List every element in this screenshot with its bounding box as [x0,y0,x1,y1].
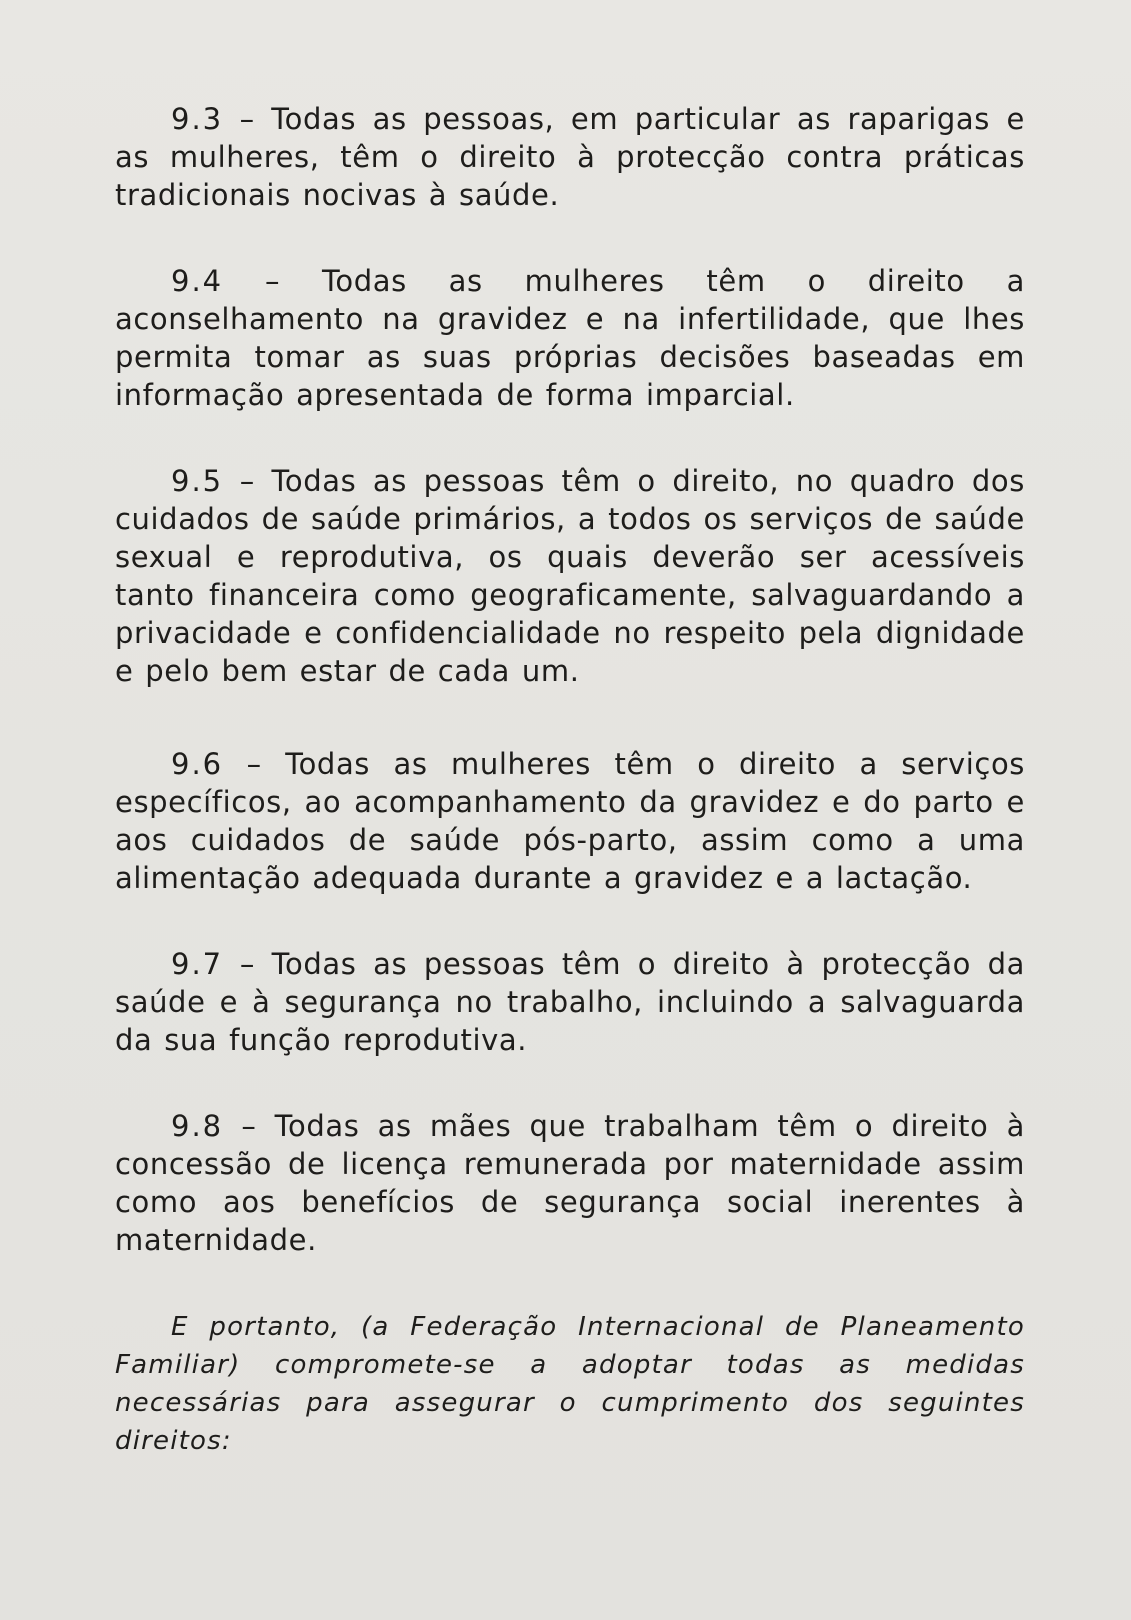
clause-text: Todas as mães que trabalham têm o direito à concessão de licença remunerada por maternidade assim como aos benefícios de segurança social inerentes à maternidade. [115,1109,1025,1257]
clause-9-6 [115,745,1025,897]
closing-text: E portanto, (a Federação Internacional de Planeamento Familiar) compromete-se a adoptar todas as medidas necessárias para assegurar o cumprimento dos seguintes direitos: [115,1312,1025,1456]
clause-text: Todas as mulheres têm o direito a aconselhamento na gravidez e na infertilidade, que lhes permita tomar as suas próprias decisões baseadas em informação apresentada de forma imparcial. [115,264,1025,412]
clause-text: Todas as pessoas, em particular as raparigas e as mulheres, têm o direito à protecção contra práticas tradicionais nocivas à saúde. [115,102,1025,212]
clause-number: 9.6 [171,747,224,781]
clause-separator: – [241,1109,257,1143]
clause-text: Todas as mulheres têm o direito a serviços específicos, ao acompanhamento da gravidez e do parto e aos cuidados de saúde pós-parto, assim como a uma alimentação adequada durante a gravidez e a lactação. [115,747,1025,895]
clause-9-5 [115,462,1025,690]
clause-9-8 [115,1107,1025,1259]
clause-number: 9.4 [171,264,224,298]
clause-separator: – [239,102,255,136]
clause-separator: – [246,747,262,781]
clause-separator: – [265,264,281,298]
clause-text: Todas as pessoas têm o direito, no quadro dos cuidados de saúde primários, a todos os serviços de saúde sexual e reprodutiva, os quais deverão ser acessíveis tanto financeira como geograficamente, salvaguardando a privacidade e confidencialidade no respeito pela dignidade e pelo bem estar de cada um. [115,464,1025,688]
closing-statement [115,1308,1025,1460]
clause-text: Todas as pessoas têm o direito à protecção da saúde e à segurança no trabalho, incluindo a salvaguarda da sua função reprodutiva. [115,947,1025,1057]
clause-number: 9.5 [171,464,224,498]
clause-9-4 [115,262,1025,414]
clause-number: 9.3 [171,102,224,136]
clause-9-3 [115,100,1025,214]
clause-number: 9.8 [171,1109,224,1143]
clause-number: 9.7 [171,947,224,981]
clause-9-7 [115,945,1025,1059]
clause-separator: – [239,947,255,981]
clause-separator: – [239,464,255,498]
